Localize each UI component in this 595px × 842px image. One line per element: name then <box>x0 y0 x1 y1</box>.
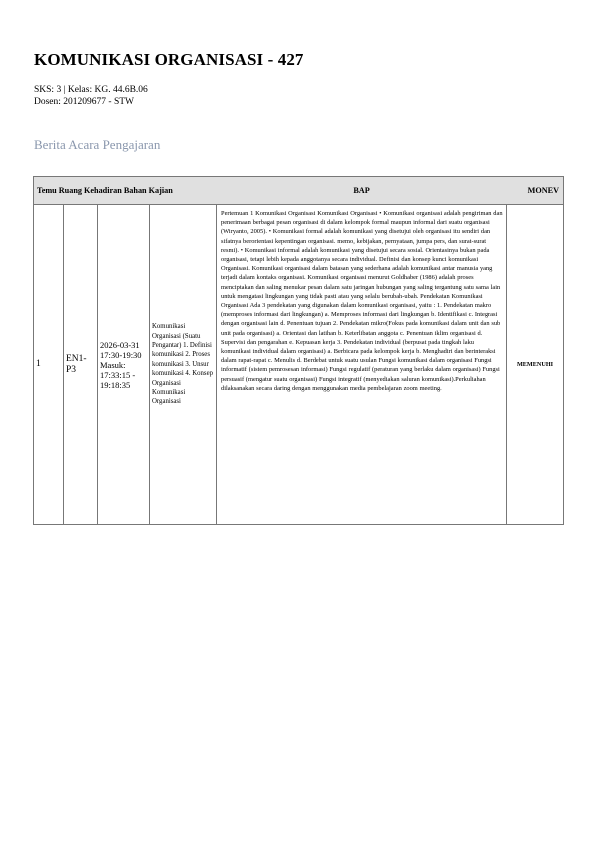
header-ruang: Ruang <box>58 186 82 195</box>
course-title: KOMUNIKASI ORGANISASI - 427 <box>34 50 304 69</box>
header-kehadiran: Kehadiran <box>84 186 122 195</box>
cell-temu: 1 <box>34 205 64 525</box>
header-bap: BAP <box>217 177 507 205</box>
table-row <box>34 205 564 525</box>
cell-monev: MEMENUHI <box>507 205 564 525</box>
cell-ruang: EN1- P3 <box>64 205 98 525</box>
cell-kehadiran: 2026-03-31 17:30-19:30 Masuk: 17:33:15 - 19:18:35 <box>98 205 150 525</box>
cell-bap: Pertemuan 1 Komunikasi Organisasi Komunikasi Organisasi • Komunikasi organisasi adalah pengiriman dan penerimaan berbagai pesan organisasi di dalam kelompok formal maupun informal dari suatu organisasi (Wiryanto, 2005). • Komunikasi formal adalah komunikasi yang disetujui oleh organisasi itu sendiri dan sifatnya berorientasi kepentingan organisasi. memo, kebijakan, pernyataan, jumpa pers, dan surat-surat resmi). • Komunikasi informal adalah komunikasi yang disetujui secara sosial. Orientasinya bukan pada organisasi, tetapi lebih kepada anggotanya secara individual. Definisi dan konsep kunci komunikasi Organisasi. Komunikasi organisasi dalam batasan yang sederhana adalah komunikasi antar manusia yang terjadi dalam kontaks organisasi. Komunikasi organisasi menurut Goldhaber (1986) adalah proses menciptakan dan saling menukar pesan dalam satu jaringan hubungan yang saling tergantung satu sama lain untuk mengatasi lingkungan yang tidak pasti atau yang selalu berubah-ubah. Pendekatan Komunikasi Organisasi Ada 3 pendekatan yang digunakan dalam komunikasi organisasi, yaitu : 1. Pendekatan makro (memproses informasi dari lingkungan) a. Memproses informasi dari lingkungan b. Identifikasi c. Integrasi dengan organisasi lain d. Penentuan tujuan 2. Pendekatan mikro(Fokus pada komunikasi dalam unit dan sub unit pada organisasi) a. Orientasi dan latihan b. Keterlibatan anggota c. Penentuan iklim organisasi d. Supervisi dan pengarahan e. Kepuasan kerja 3. Pendekatan individual (berpusat pada tingkah laku komunikasi individual dalam organisasi) a. Berbicara pada kelompok kerja b. Menghadiri dan berinteraksi dalam rapat-rapat c. Menulis d. Berdebat untuk suatu usulan Fungsi komunikasi dalam organisasi Fungsi informatif (sistem pemrosesan informasi) Fungsi regulatif (peraturan yang berlaku dalam organisasi) Fungsi persuasif (mengatur suatu organisasi) Fungsi integratif (menyediakan saluran komunikasi).Perkuliahan dilaksanakan secara daring dengan menggunakan media pembelajaran zoom meeting. <box>217 205 507 525</box>
header-left-group <box>34 177 217 205</box>
header-temu: Temu <box>37 186 57 195</box>
header-monev: MONEV <box>507 177 564 205</box>
table-header-row <box>34 177 564 205</box>
course-sks-kelas: SKS: 3 | Kelas: KG. 44.6B.06 <box>34 85 148 95</box>
bap-table <box>33 176 564 525</box>
section-title: Berita Acara Pengajaran <box>34 137 161 152</box>
course-dosen: Dosen: 201209677 - STW <box>34 97 135 107</box>
cell-bahan-kajian: Komunikasi Organisasi (Suatu Pengantar) 1. Definisi komunikasi 2. Proses komunikasi 3. Unsur komunikasi 4. Konsep Organisasi Komunikasi Organisasi <box>150 205 217 525</box>
header-bahan-kajian: Bahan Kajian <box>123 186 173 195</box>
